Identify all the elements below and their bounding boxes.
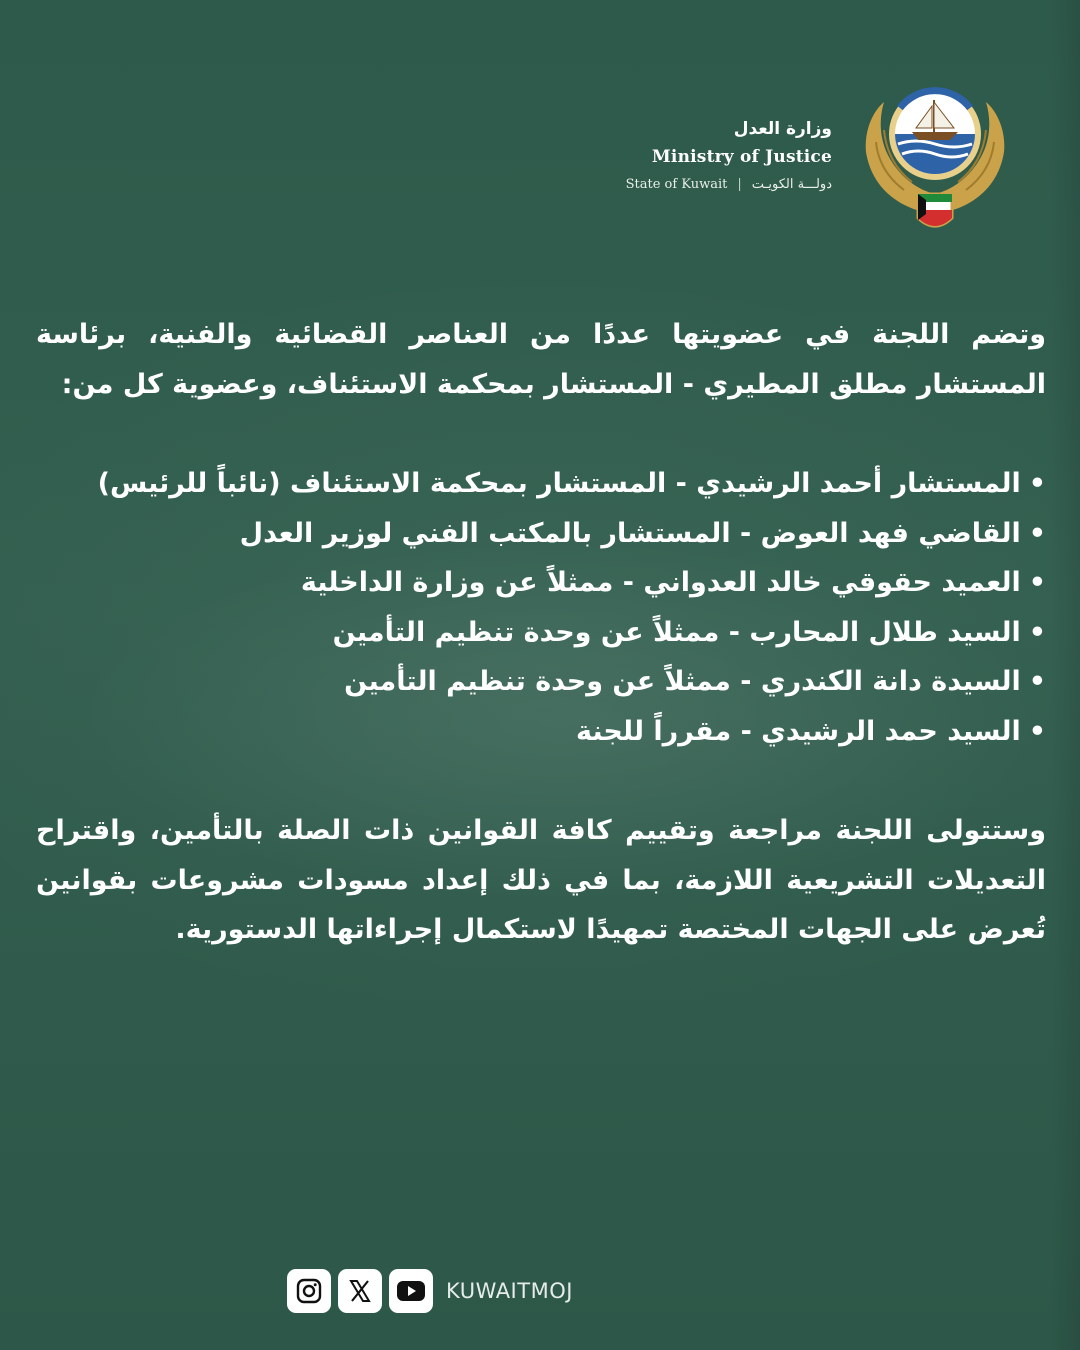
list-item	[36, 509, 1046, 559]
ministry-brand	[626, 116, 832, 198]
header	[580, 82, 1020, 242]
intro-paragraph: وتضم اللجنة في عضويتها عددًا من العناصر القضائية والفنية، برئاسة المستشار مطلق المطيري - المستشار بمحكمة الاستئناف، وعضوية كل من:	[36, 319, 1046, 400]
member-text: السيدة دانة الكندري - ممثلاً عن وحدة تنظيم التأمين	[344, 666, 1021, 697]
x-icon[interactable]	[338, 1269, 382, 1313]
bullet: •	[1028, 517, 1046, 549]
member-text: السيد حمد الرشيدي - مقرراً للجنة	[576, 715, 1021, 747]
list-item	[36, 707, 1046, 757]
ministry-name-english: Ministry of Justice	[651, 147, 832, 167]
state-line	[626, 172, 832, 198]
state-name-english: State of Kuwait	[625, 177, 728, 192]
edge-shade	[1050, 0, 1080, 1350]
list-item	[36, 459, 1046, 509]
social-footer	[287, 1268, 573, 1314]
spacer	[36, 409, 1046, 459]
announcement-body	[36, 310, 1046, 955]
state-name-arabic: دولـــة الكويـت	[751, 177, 832, 192]
list-item	[36, 657, 1046, 707]
closing-paragraph: وستتولى اللجنة مراجعة وتقييم كافة القوانين ذات الصلة بالتأمين، واقتراح التعديلات التشريعية اللازمة، بما في ذلك إعداد مسودات مشروعات بقوانين تُعرض على الجهات المختصة تمهيدًا لاستكمال إجراءاتها الدستورية.	[36, 815, 1046, 945]
bullet: •	[1028, 666, 1046, 697]
kuwait-emblem-icon	[862, 82, 1008, 238]
bullet: •	[1028, 567, 1046, 598]
spacer	[36, 756, 1046, 806]
instagram-icon[interactable]	[287, 1269, 331, 1313]
members-list	[36, 459, 1046, 756]
bullet: •	[1028, 468, 1046, 499]
state-separator: |	[737, 177, 742, 192]
member-text: العميد حقوقي خالد العدواني - ممثلاً عن وزارة الداخلية	[300, 567, 1021, 598]
list-item	[36, 608, 1046, 658]
member-text: المستشار أحمد الرشيدي - المستشار بمحكمة الاستئناف (نائباً للرئيس)	[97, 468, 1021, 499]
member-text: القاضي فهد العوض - المستشار بالمكتب الفني لوزير العدل	[239, 517, 1021, 549]
social-handle[interactable]: KUWAITMOJ	[446, 1279, 573, 1303]
bullet: •	[1028, 616, 1046, 648]
bullet: •	[1028, 715, 1046, 747]
ministry-name-arabic: وزارة العدل	[733, 119, 832, 139]
member-text: السيد طلال المحارب - ممثلاً عن وحدة تنظيم التأمين	[332, 616, 1021, 648]
list-item	[36, 558, 1046, 608]
youtube-icon[interactable]	[389, 1269, 433, 1313]
